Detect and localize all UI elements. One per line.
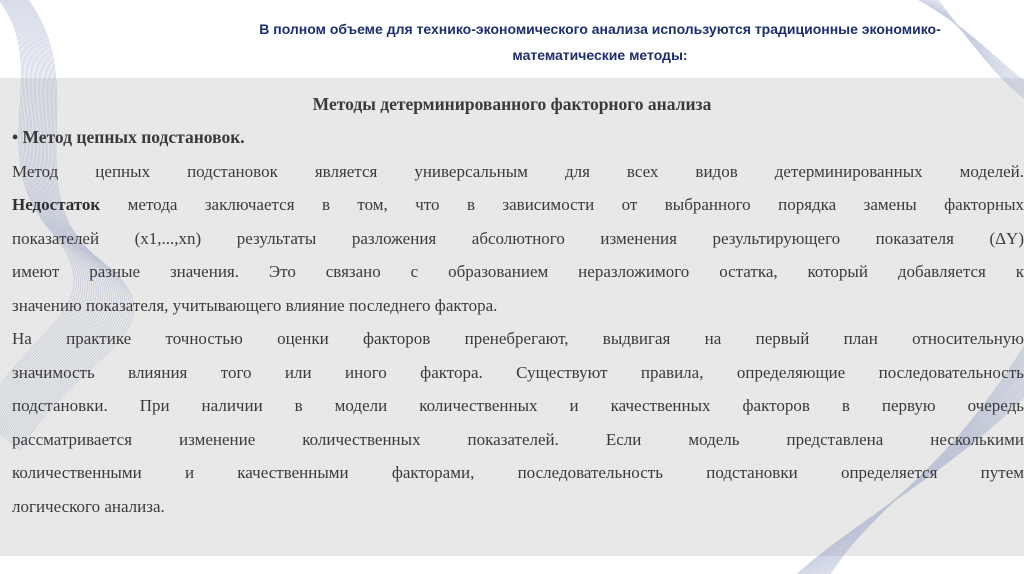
paragraph-1-line-2-rest: метода заключается в том, что в зависимости от выбранного порядка замены факторных (100, 195, 1024, 214)
bullet-mark: • (12, 127, 19, 147)
content-body (12, 88, 1024, 523)
bullet-text: Метод цепных подстановок. (22, 127, 245, 147)
section-title: Методы детерминированного факторного анализа (312, 94, 712, 114)
paragraph-2-line-1: На практике точностью оценки факторов пренебрегают, выдвигая на первый план относительную (12, 329, 1024, 348)
paragraph-2-line-4: рассматривается изменение количественных показателей. Если модель представлена несколькими (12, 429, 1024, 449)
paragraph-2-line-3: подстановки. При наличии в модели количественных и качественных факторов в первую очередь (12, 396, 1024, 415)
slide-title (200, 16, 1000, 68)
paragraph-1-line-3: показателей (x1,...,xn) результаты разложения абсолютного изменения результирующего показателя (ΔY) (12, 228, 1024, 248)
paragraph-1-line-1: Метод цепных подстановок является универсальным для всех видов детерминированных моделей. (12, 161, 1024, 181)
paragraph-2-line-2: значимость влияния того или иного фактора. Существуют правила, определяющие последовательность (12, 362, 1024, 382)
paragraph-2 (12, 322, 1024, 523)
paragraph-1 (12, 155, 1024, 323)
slide-title-line-1: В полном объеме для технико-экономического анализа используются традиционные экономико- (259, 21, 941, 37)
paragraph-1-line-5: значению показателя, учитывающего влияние последнего фактора. (12, 295, 498, 315)
slide-title-line-2: математические методы: (512, 47, 688, 63)
paragraph-2-line-5: количественными и качественными факторами, последовательность подстановки определяется путем (12, 463, 1024, 482)
paragraph-1-line-4: имеют разные значения. Это связано с образованием неразложимого остатка, который добавляется к (12, 262, 1024, 281)
bullet-item (12, 121, 1024, 155)
bold-term: Недостаток (12, 195, 101, 214)
paragraph-1-line-2 (12, 188, 1024, 222)
paragraph-2-line-6: логического анализа. (12, 496, 165, 516)
